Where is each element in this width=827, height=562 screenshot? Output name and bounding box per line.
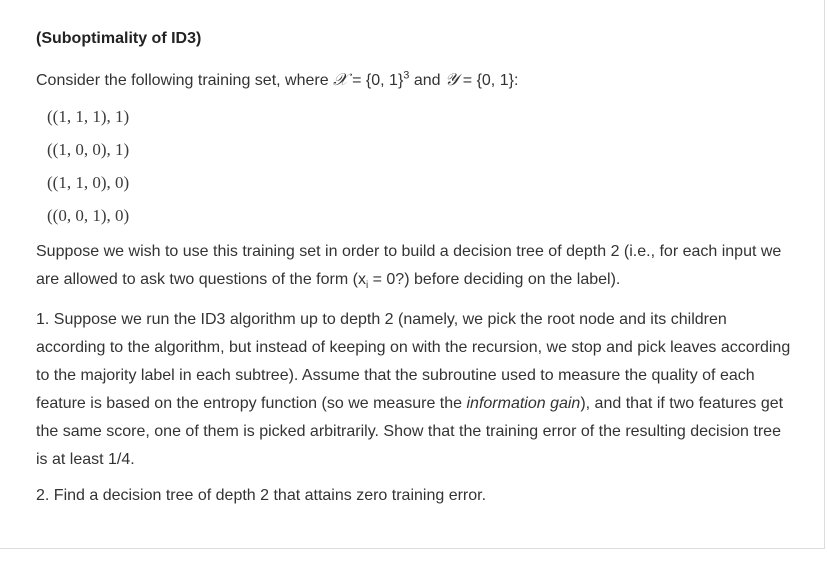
feature-index-subscript: i — [365, 280, 369, 292]
x-exponent: 3 — [403, 69, 410, 82]
training-example: ((1, 0, 0), 1) — [47, 140, 130, 159]
intro-and: and — [409, 72, 445, 89]
y-symbol: 𝒴 — [445, 70, 459, 90]
problem-title: (Suboptimality of ID3) — [36, 30, 202, 47]
intro-prefix: Consider the following training set, where — [36, 72, 334, 89]
setup-text-before: Suppose we wish to use this training set in order to build a decision tree of depth 2 (i.e., for each input we are allowed to ask two questions of the form (x — [36, 243, 782, 288]
question-1-text-before: 1. Suppose we run the ID3 algorithm up to depth 2 (namely, we pick the root node and its children according to the algorithm, but instead of keeping on with the recursion, we stop and pick leaves according to the majority label in each subtree). Assume that the subroutine used to measure the quality of each feature is based on the entropy function (so we measure the — [36, 311, 791, 412]
training-example: ((1, 1, 1), 1) — [47, 107, 130, 126]
x-definition: = {0, 1} — [347, 72, 404, 89]
training-example: ((1, 1, 0), 0) — [47, 173, 130, 192]
training-example: ((0, 0, 1), 0) — [47, 206, 130, 225]
question-1 — [36, 306, 796, 474]
setup-text-after: = 0?) before deciding on the label). — [368, 271, 621, 288]
question-1-text-after: ), and that if two features get the same score, one of them is picked arbitrarily. Show that the training error of the resulting decision tree is at least 1/4. — [36, 395, 784, 468]
information-gain-term: information gain — [466, 395, 581, 412]
intro-sentence — [36, 69, 518, 92]
y-definition: = {0, 1}: — [458, 72, 519, 89]
x-symbol: 𝒳 — [333, 70, 348, 90]
depth-setup-paragraph — [36, 238, 796, 294]
training-set-list — [47, 106, 129, 238]
question-2: 2. Find a decision tree of depth 2 that attains zero training error. — [36, 487, 487, 504]
